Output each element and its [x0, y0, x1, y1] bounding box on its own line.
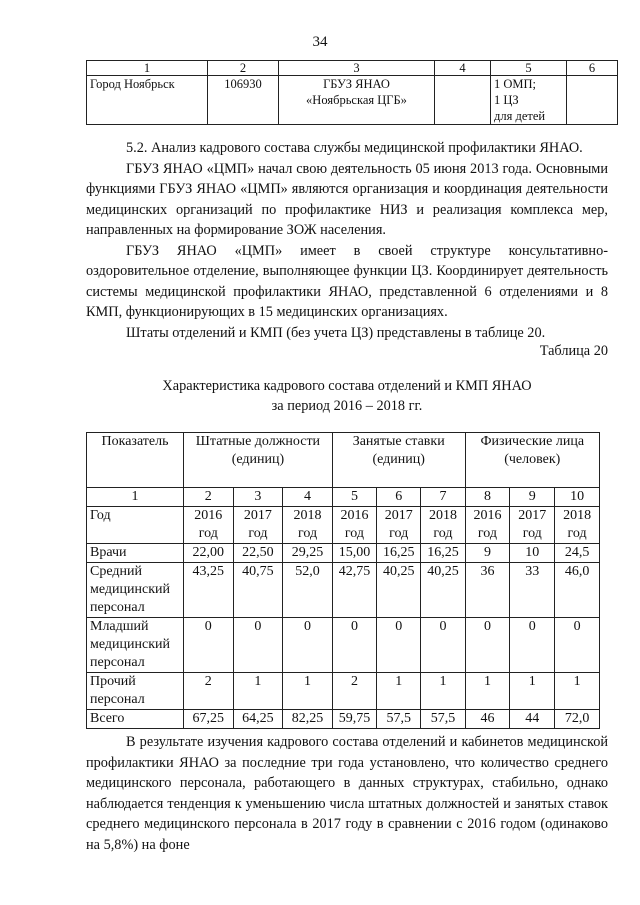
- year-cell: 2018 год: [555, 507, 600, 544]
- value-cell: 59,75: [332, 710, 376, 729]
- value-cell: 1: [283, 673, 333, 710]
- continuation-table: [86, 60, 618, 125]
- column-number: 1: [87, 488, 184, 507]
- header-cell: 6: [567, 61, 618, 76]
- value-cell: 64,25: [233, 710, 283, 729]
- value-cell: 16,25: [421, 544, 465, 563]
- row-label: Врачи: [87, 544, 184, 563]
- group-header-occupied-rates: Занятые ставки (единиц): [332, 433, 465, 488]
- column-number: 6: [377, 488, 421, 507]
- table-caption: Таблица 20: [539, 343, 608, 359]
- value-cell: 29,25: [283, 544, 333, 563]
- year-cell: 2017 год: [377, 507, 421, 544]
- value-cell: 0: [332, 618, 376, 673]
- city-cell: Город Ноябрьск: [87, 76, 208, 125]
- column-number: 8: [465, 488, 510, 507]
- table-row: [87, 710, 600, 729]
- value-cell: 33: [510, 563, 555, 618]
- table-title: [86, 376, 608, 416]
- empty-cell: [435, 76, 491, 125]
- value-cell: 15,00: [332, 544, 376, 563]
- year-cell: 2016 год: [184, 507, 234, 544]
- value-cell: 82,25: [283, 710, 333, 729]
- value-cell: 1: [377, 673, 421, 710]
- indicator-header: Показатель: [87, 433, 184, 488]
- column-number: 10: [555, 488, 600, 507]
- value-cell: 2: [184, 673, 234, 710]
- value-cell: 1: [510, 673, 555, 710]
- value-cell: 1: [421, 673, 465, 710]
- value-cell: 36: [465, 563, 510, 618]
- table-header-row: [87, 61, 618, 76]
- value-cell: 40,25: [377, 563, 421, 618]
- value-cell: 0: [510, 618, 555, 673]
- year-cell: 2017 год: [233, 507, 283, 544]
- header-cell: 5: [491, 61, 567, 76]
- value-cell: 72,0: [555, 710, 600, 729]
- header-cell: 2: [208, 61, 279, 76]
- value-cell: 0: [465, 618, 510, 673]
- units-cell: [491, 76, 567, 125]
- value-cell: 42,75: [332, 563, 376, 618]
- column-number: 5: [332, 488, 376, 507]
- organization-line: ГБУЗ ЯНАО: [323, 77, 390, 91]
- value-cell: 43,25: [184, 563, 234, 618]
- group-header-individuals: Физические лица (человек): [465, 433, 599, 488]
- units-line: для детей: [494, 109, 546, 123]
- column-number: 3: [233, 488, 283, 507]
- empty-cell: [567, 76, 618, 125]
- header-cell: 4: [435, 61, 491, 76]
- paragraph: В результате изучения кадрового состава отделений и кабинетов медицинской профилактики ЯНАО за последние три года установлено, что количество среднего медицинского персонала, работающего в данных структурах, стабильно, однако наблюдается тенденция к уменьшению числа штатных должностей и занятых ставок среднего медицинского персонала в 2017 году в сравнении с 2016 годом (одинаково на 5,8%) на фоне: [86, 734, 608, 853]
- group-header-staff-positions: Штатные должности (единиц): [184, 433, 333, 488]
- year-cell: 2018 год: [421, 507, 465, 544]
- units-line: 1 ОМП;: [494, 77, 537, 91]
- table-row: [87, 76, 618, 125]
- table-row: [87, 544, 600, 563]
- value-cell: 0: [184, 618, 234, 673]
- table-row: [87, 618, 600, 673]
- header-cell: 1: [87, 61, 208, 76]
- year-cell: 2016 год: [465, 507, 510, 544]
- table-row: [87, 563, 600, 618]
- value-cell: 57,5: [421, 710, 465, 729]
- paragraph: ГБУЗ ЯНАО «ЦМП» имеет в своей структуре консультативно-оздоровительное отделение, выполняющее функции ЦЗ. Координирует деятельность системы медицинской профилактики ЯНАО, представленной 6 отделениями и 8 КМП, функционирующих в 15 медицинских организациях.: [86, 242, 608, 320]
- value-cell: 1: [555, 673, 600, 710]
- year-cell: 2016 год: [332, 507, 376, 544]
- value-cell: 0: [421, 618, 465, 673]
- value-cell: 46,0: [555, 563, 600, 618]
- header-cell: 3: [279, 61, 435, 76]
- table-title-line: Характеристика кадрового состава отделений и КМП ЯНАО: [162, 378, 532, 394]
- column-number: 2: [184, 488, 234, 507]
- row-label: Всего: [87, 710, 184, 729]
- value-cell: 40,75: [233, 563, 283, 618]
- value-cell: 22,00: [184, 544, 234, 563]
- year-cell: 2017 год: [510, 507, 555, 544]
- value-cell: 46: [465, 710, 510, 729]
- value-cell: 0: [233, 618, 283, 673]
- value-cell: 67,25: [184, 710, 234, 729]
- value-cell: 0: [555, 618, 600, 673]
- staff-table: [86, 432, 600, 729]
- value-cell: 57,5: [377, 710, 421, 729]
- table-row: [87, 673, 600, 710]
- units-line: 1 ЦЗ: [494, 93, 519, 107]
- row-label: Младший медицинский персонал: [87, 618, 184, 673]
- value-cell: 22,50: [233, 544, 283, 563]
- value-cell: 2: [332, 673, 376, 710]
- body-text: [86, 138, 608, 343]
- value-cell: 16,25: [377, 544, 421, 563]
- value-cell: 24,5: [555, 544, 600, 563]
- value-cell: 0: [283, 618, 333, 673]
- paragraph: ГБУЗ ЯНАО «ЦМП» начал свою деятельность 05 июня 2013 года. Основными функциями ГБУЗ ЯНАО «ЦМП» являются организация и координация деятельности медицинских организаций по профилактике НИЗ и реализация комплекса мер, направленных на формирование ЗОЖ населения.: [86, 160, 608, 238]
- population-cell: 106930: [208, 76, 279, 125]
- value-cell: 0: [377, 618, 421, 673]
- page-number: 34: [312, 34, 328, 50]
- value-cell: 52,0: [283, 563, 333, 618]
- value-cell: 40,25: [421, 563, 465, 618]
- value-cell: 1: [465, 673, 510, 710]
- group-header-row: [87, 433, 600, 488]
- column-number: 7: [421, 488, 465, 507]
- value-cell: 1: [233, 673, 283, 710]
- value-cell: 9: [465, 544, 510, 563]
- organization-cell: [279, 76, 435, 125]
- bottom-text: [86, 732, 608, 855]
- value-cell: 10: [510, 544, 555, 563]
- table-title-line: за период 2016 – 2018 гг.: [271, 398, 423, 414]
- value-cell: 44: [510, 710, 555, 729]
- column-number: 9: [510, 488, 555, 507]
- row-label: Год: [87, 507, 184, 544]
- year-row: [87, 507, 600, 544]
- organization-line: «Ноябрьская ЦГБ»: [306, 93, 407, 107]
- year-cell: 2018 год: [283, 507, 333, 544]
- column-number: 4: [283, 488, 333, 507]
- paragraph: Штаты отделений и КМП (без учета ЦЗ) представлены в таблице 20.: [126, 324, 546, 341]
- row-label: Прочий персонал: [87, 673, 184, 710]
- column-number-row: [87, 488, 600, 507]
- row-label: Средний медицинский персонал: [87, 563, 184, 618]
- section-heading: 5.2. Анализ кадрового состава службы медицинской профилактики ЯНАО.: [126, 140, 583, 156]
